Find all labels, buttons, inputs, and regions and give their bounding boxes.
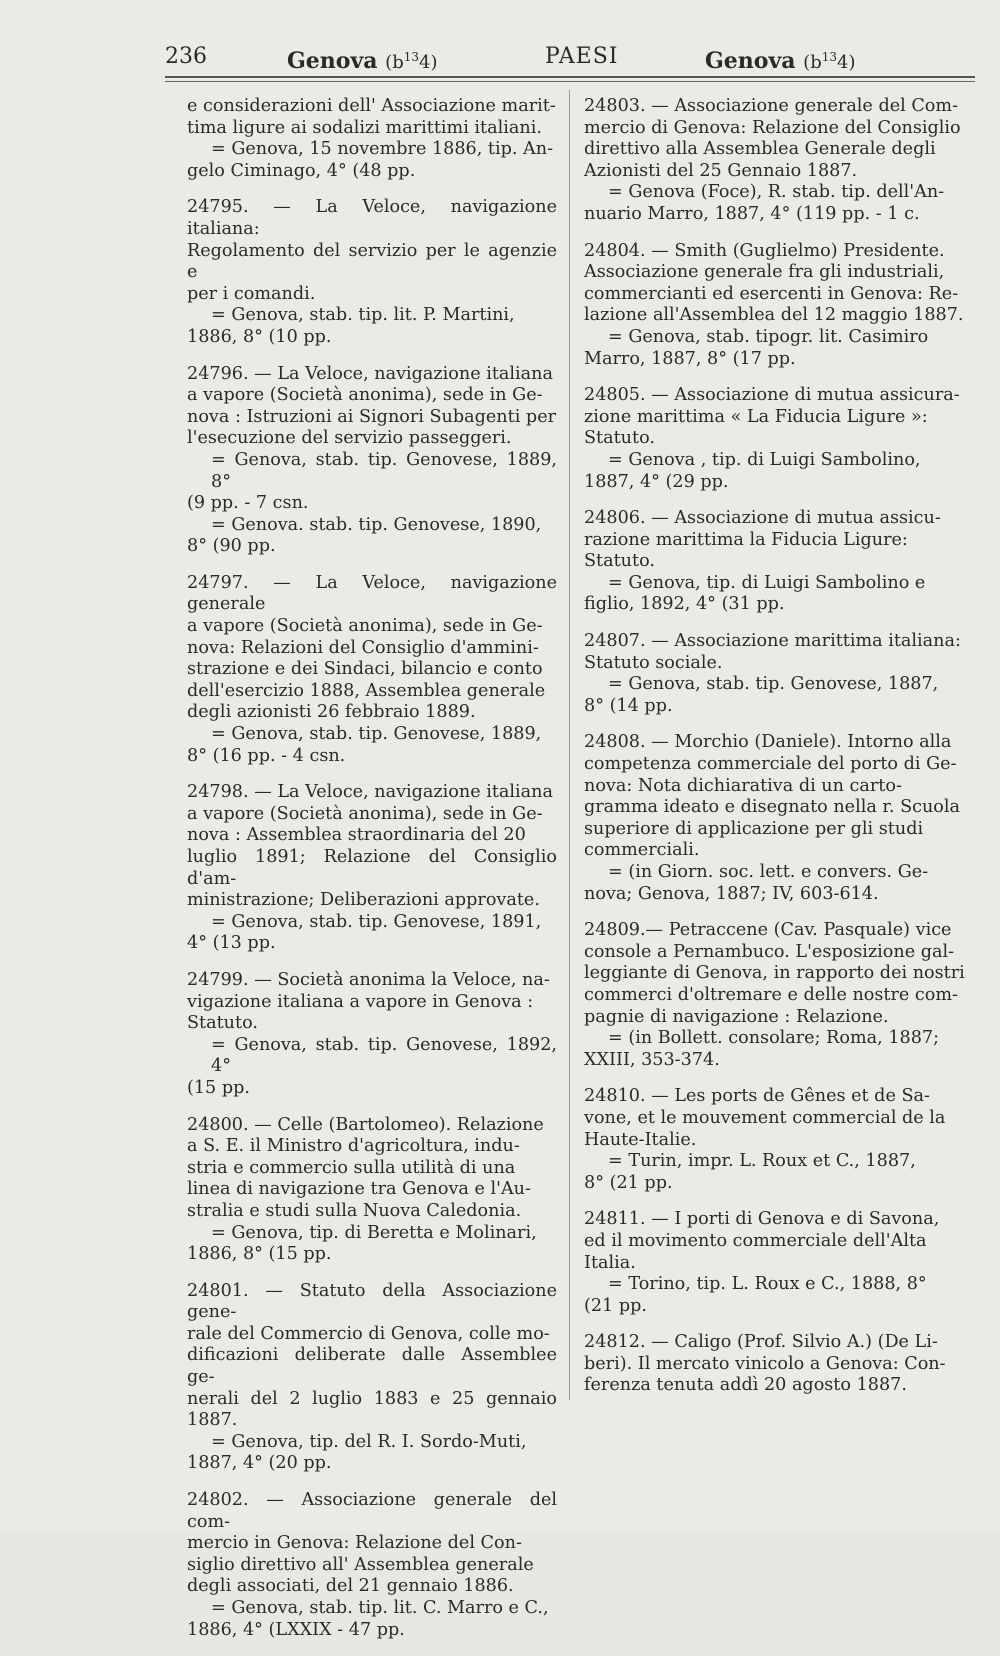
entry-line: zione marittima « La Fiducia Ligure »: [584, 406, 928, 427]
entry-line: ministrazione; Deliberazioni approvate. [187, 890, 540, 911]
entry-line: 24810. — Les ports de Gênes et de Sa- [584, 1086, 930, 1107]
entry-line: 24795. — La Veloce, navigazione italiana: [187, 197, 557, 239]
entry-line: gelo Ciminago, 4° (48 pp. [187, 160, 416, 181]
header-rule-thin [165, 81, 975, 82]
entry-line: 24811. — I porti di Genova e di Savona, [584, 1209, 940, 1230]
entry-line: 24799. — Società anonima la Veloce, na- [187, 969, 550, 990]
bibliography-entry [584, 1332, 974, 1397]
entry-line: razione marittima la Fiducia Ligure: [584, 529, 908, 550]
entry-line: 8° (21 pp. [584, 1172, 673, 1193]
entry-line: superiore di applicazione per gli studi [584, 818, 924, 839]
column-divider [569, 90, 570, 1400]
entry-line: XXIII, 353-374. [584, 1049, 720, 1070]
entry-line: = Genova, 15 novembre 1886, tip. An- [211, 139, 554, 160]
bibliography-entry [187, 197, 557, 348]
bibliography-entry [187, 96, 557, 182]
left-column [187, 96, 557, 1656]
entry-line: tima ligure ai sodalizi marittimi italiani. [187, 117, 542, 138]
entry-line: linea di navigazione tra Genova e l'Au- [187, 1179, 531, 1200]
entry-line: gramma ideato e disegnato nella r. Scuola [584, 797, 961, 818]
entry-line: nova; Genova, 1887; IV, 603-614. [584, 883, 879, 904]
entry-line: = Genova. stab. tip. Genovese, 1890, [211, 514, 542, 535]
entry-line: 24812. — Caligo (Prof. Silvio A.) (De Li- [584, 1332, 938, 1353]
entry-line: stralia e studi sulla Nuova Caledonia. [187, 1200, 522, 1221]
entry-line: beri). Il mercato vinicolo a Genova: Con- [584, 1353, 946, 1374]
header-right-ref: $(b^{13}4)$ [803, 50, 856, 73]
entry-line: luglio 1891; Relazione del Consiglio d'am- [187, 847, 557, 889]
entry-line: = Genova, stab. tip. lit. C. Marro e C., [211, 1598, 549, 1618]
bibliography-entry [584, 508, 974, 616]
page-number: 236 [165, 44, 207, 69]
entry-line: mercio di Genova: Relazione del Consiglio [584, 117, 961, 138]
entry-line: strazione e dei Sindaci, bilancio e conto [187, 659, 543, 680]
entry-line: vigazione italiana a vapore in Genova : [187, 991, 534, 1012]
entry-line: Statuto. [187, 1013, 258, 1034]
running-header [165, 42, 975, 78]
entry-line: = Genova, stab. tip. Genovese, 1887, [608, 674, 939, 695]
entry-line: 24806. — Associazione di mutua assicu- [584, 508, 941, 529]
entry-line: 24804. — Smith (Guglielmo) Presidente. [584, 240, 945, 261]
entry-line: competenza commerciale del porto di Ge- [584, 754, 957, 775]
entry-line: dell'esercizio 1888, Assemblea generale [187, 680, 546, 701]
entry-line: degli azionisti 26 febbraio 1889. [187, 702, 476, 723]
entry-line: Statuto. [584, 551, 655, 572]
bibliography-entry [187, 970, 557, 1100]
entry-line: = Genova, stab. tip. Genovese, 1889, [211, 724, 542, 745]
entry-line: l'esecuzione del servizio passeggeri. [187, 428, 512, 449]
entry-line: = (in Bollett. consolare; Roma, 1887; [608, 1028, 940, 1049]
entry-line: Statuto. [584, 428, 655, 449]
entry-line: 24801. — Statuto della Associazione gene- [187, 1280, 557, 1323]
entry-line: stria e commercio sulla utilità di una [187, 1157, 516, 1178]
bibliography-entry [187, 364, 557, 558]
entry-line: commercianti ed esercenti in Genova: Re- [584, 283, 959, 304]
header-section: PAESI [545, 44, 619, 69]
header-left-ref: $(b^{13}4)$ [385, 50, 438, 73]
entry-line: 24808. — Morchio (Daniele). Intorno alla [584, 732, 952, 753]
entry-line: 1886, 4° (LXXIX - 47 pp. [187, 1619, 405, 1640]
entry-line: a vapore (Società anonima), sede in Ge- [187, 803, 543, 824]
entry-line: Associazione generale fra gli industriali, [584, 262, 945, 283]
bibliography-entry [584, 920, 974, 1071]
entry-line: 24797. — La Veloce, navigazione generale [187, 572, 557, 615]
entry-line: mercio in Genova: Relazione del Con- [187, 1533, 522, 1554]
entry-line: lazione all'Assemblea del 12 maggio 1887. [584, 305, 964, 326]
entry-line: a S. E. il Ministro d'agricoltura, indu- [187, 1136, 520, 1157]
entry-line: = Genova, tip. di Beretta e Molinari, [211, 1222, 537, 1243]
entry-line: Marro, 1887, 8° (17 pp. [584, 348, 796, 369]
entry-line: leggiante di Genova, in rapporto dei nostri [584, 963, 965, 984]
bibliography-entry [584, 96, 974, 226]
entry-line: ferenza tenuta addì 20 agosto 1887. [584, 1375, 907, 1396]
header-rule-thick [165, 76, 975, 78]
entry-line: 24800. — Celle (Bartolomeo). Relazione [187, 1114, 544, 1135]
entry-line: (21 pp. [584, 1295, 647, 1316]
entry-line: ed il movimento commerciale dell'Alta [584, 1230, 927, 1251]
entry-line: nova: Nota dichiarativa di un carto- [584, 775, 902, 796]
entry-line: per i comandi. [187, 283, 316, 304]
entry-line: 24798. — La Veloce, navigazione italiana [187, 782, 553, 803]
bibliography-entry [187, 1115, 557, 1266]
entry-line: = Torino, tip. L. Roux e C., 1888, 8° [608, 1274, 927, 1295]
bibliography-entry [584, 1086, 974, 1194]
bibliography-entry [187, 782, 557, 955]
entry-line: Azionisti del 25 Gennaio 1887. [584, 160, 858, 181]
entry-line: figlio, 1892, 4° (31 pp. [584, 594, 785, 615]
entry-line: = (in Giorn. soc. lett. e convers. Ge- [608, 862, 929, 882]
entry-line: nova: Relazioni del Consiglio d'ammini- [187, 637, 539, 658]
entry-line: siglio direttivo all' Assemblea generale [187, 1554, 534, 1575]
entry-line: = Genova, stab. tip. Genovese, 1891, [211, 911, 542, 932]
entry-line: 1887, 4° (20 pp. [187, 1453, 332, 1474]
entry-line: 1886, 8° (15 pp. [187, 1244, 332, 1265]
entry-line: nova : Istruzioni ai Signori Subagenti per [187, 406, 557, 427]
entry-line: a vapore (Società anonima), sede in Ge- [187, 385, 543, 406]
entry-line: 24809.— Petraccene (Cav. Pasquale) vice [584, 920, 952, 941]
entry-line: 8° (90 pp. [187, 536, 276, 557]
entry-line: pagnie di navigazione : Relazione. [584, 1006, 889, 1027]
entry-line: = Genova , tip. di Luigi Sambolino, [608, 449, 921, 470]
bibliography-entry [187, 1281, 557, 1475]
entry-line: 8° (14 pp. [584, 695, 673, 716]
bibliography-entry [584, 385, 974, 493]
entry-line: nuario Marro, 1887, 4° (119 pp. - 1 c. [584, 203, 920, 224]
entry-line: 1886, 8° (10 pp. [187, 326, 332, 347]
entry-line: nerali del 2 luglio 1883 e 25 gennaio 1887. [187, 1388, 557, 1431]
entry-line: vone, et le mouvement commercial de la [584, 1107, 946, 1128]
entry-line: 24805. — Associazione di mutua assicura- [584, 385, 960, 406]
entry-line: Haute-Italie. [584, 1129, 697, 1150]
entry-line: Regolamento del servizio per le agenzie e [187, 240, 557, 283]
entry-line: nova : Assemblea straordinaria del 20 [187, 825, 526, 846]
entry-line: Italia. [584, 1252, 636, 1273]
entry-line: dificazioni deliberate dalle Assemblee ge- [187, 1345, 557, 1388]
entry-line: 24802. — Associazione generale del com- [187, 1490, 557, 1532]
entry-line: = Genova, stab. tip. Genovese, 1892, 4° [211, 1034, 557, 1077]
entry-line: (9 pp. - 7 csn. [187, 493, 309, 514]
entry-line: 1887, 4° (29 pp. [584, 471, 729, 492]
entry-line: Statuto sociale. [584, 652, 723, 673]
bibliography-entry [584, 241, 974, 371]
entry-line: degli associati, del 21 gennaio 1886. [187, 1576, 514, 1597]
entry-line: = Genova, tip. di Luigi Sambolino e [608, 572, 926, 593]
entry-line: = Genova, stab. tipogr. lit. Casimiro [608, 326, 929, 347]
entry-line: console a Pernambuco. L'esposizione gal- [584, 941, 955, 962]
bibliography-entry [187, 1490, 557, 1641]
header-right-title: Genova $(b^{13}4)$ [705, 48, 856, 74]
entry-line: 24803. — Associazione generale del Com- [584, 96, 959, 116]
right-column [584, 96, 974, 1412]
entry-line: rale del Commercio di Genova, colle mo- [187, 1323, 550, 1344]
bibliography-entry [584, 631, 974, 717]
bibliography-entry [584, 1209, 974, 1317]
entry-line: commerci d'oltremare e delle nostre com- [584, 984, 958, 1005]
entry-line: 4° (13 pp. [187, 933, 276, 954]
entry-line: direttivo alla Assemblea Generale degli [584, 139, 936, 160]
bibliography-entry [584, 732, 974, 905]
entry-line: 24796. — La Veloce, navigazione italiana [187, 363, 553, 384]
entry-line: = Genova, tip. del R. I. Sordo-Muti, [211, 1431, 527, 1452]
header-left-title: Genova $(b^{13}4)$ [287, 48, 438, 74]
entry-line: a vapore (Società anonima), sede in Ge- [187, 616, 543, 637]
entry-line: = Genova, stab. tip. Genovese, 1889, 8° [211, 449, 557, 492]
entry-line: (15 pp. [187, 1077, 250, 1098]
entry-line: 8° (16 pp. - 4 csn. [187, 745, 346, 766]
entry-line: = Turin, impr. L. Roux et C., 1887, [608, 1151, 916, 1172]
entry-line: 24807. — Associazione marittima italiana: [584, 631, 961, 652]
entry-line: commerciali. [584, 840, 700, 861]
entry-line: = Genova, stab. tip. lit. P. Martini, [211, 305, 515, 326]
bibliography-entry [187, 573, 557, 767]
entry-line: = Genova (Foce), R. stab. tip. dell'An- [608, 182, 945, 203]
entry-line: e considerazioni dell' Associazione marit- [187, 96, 556, 116]
